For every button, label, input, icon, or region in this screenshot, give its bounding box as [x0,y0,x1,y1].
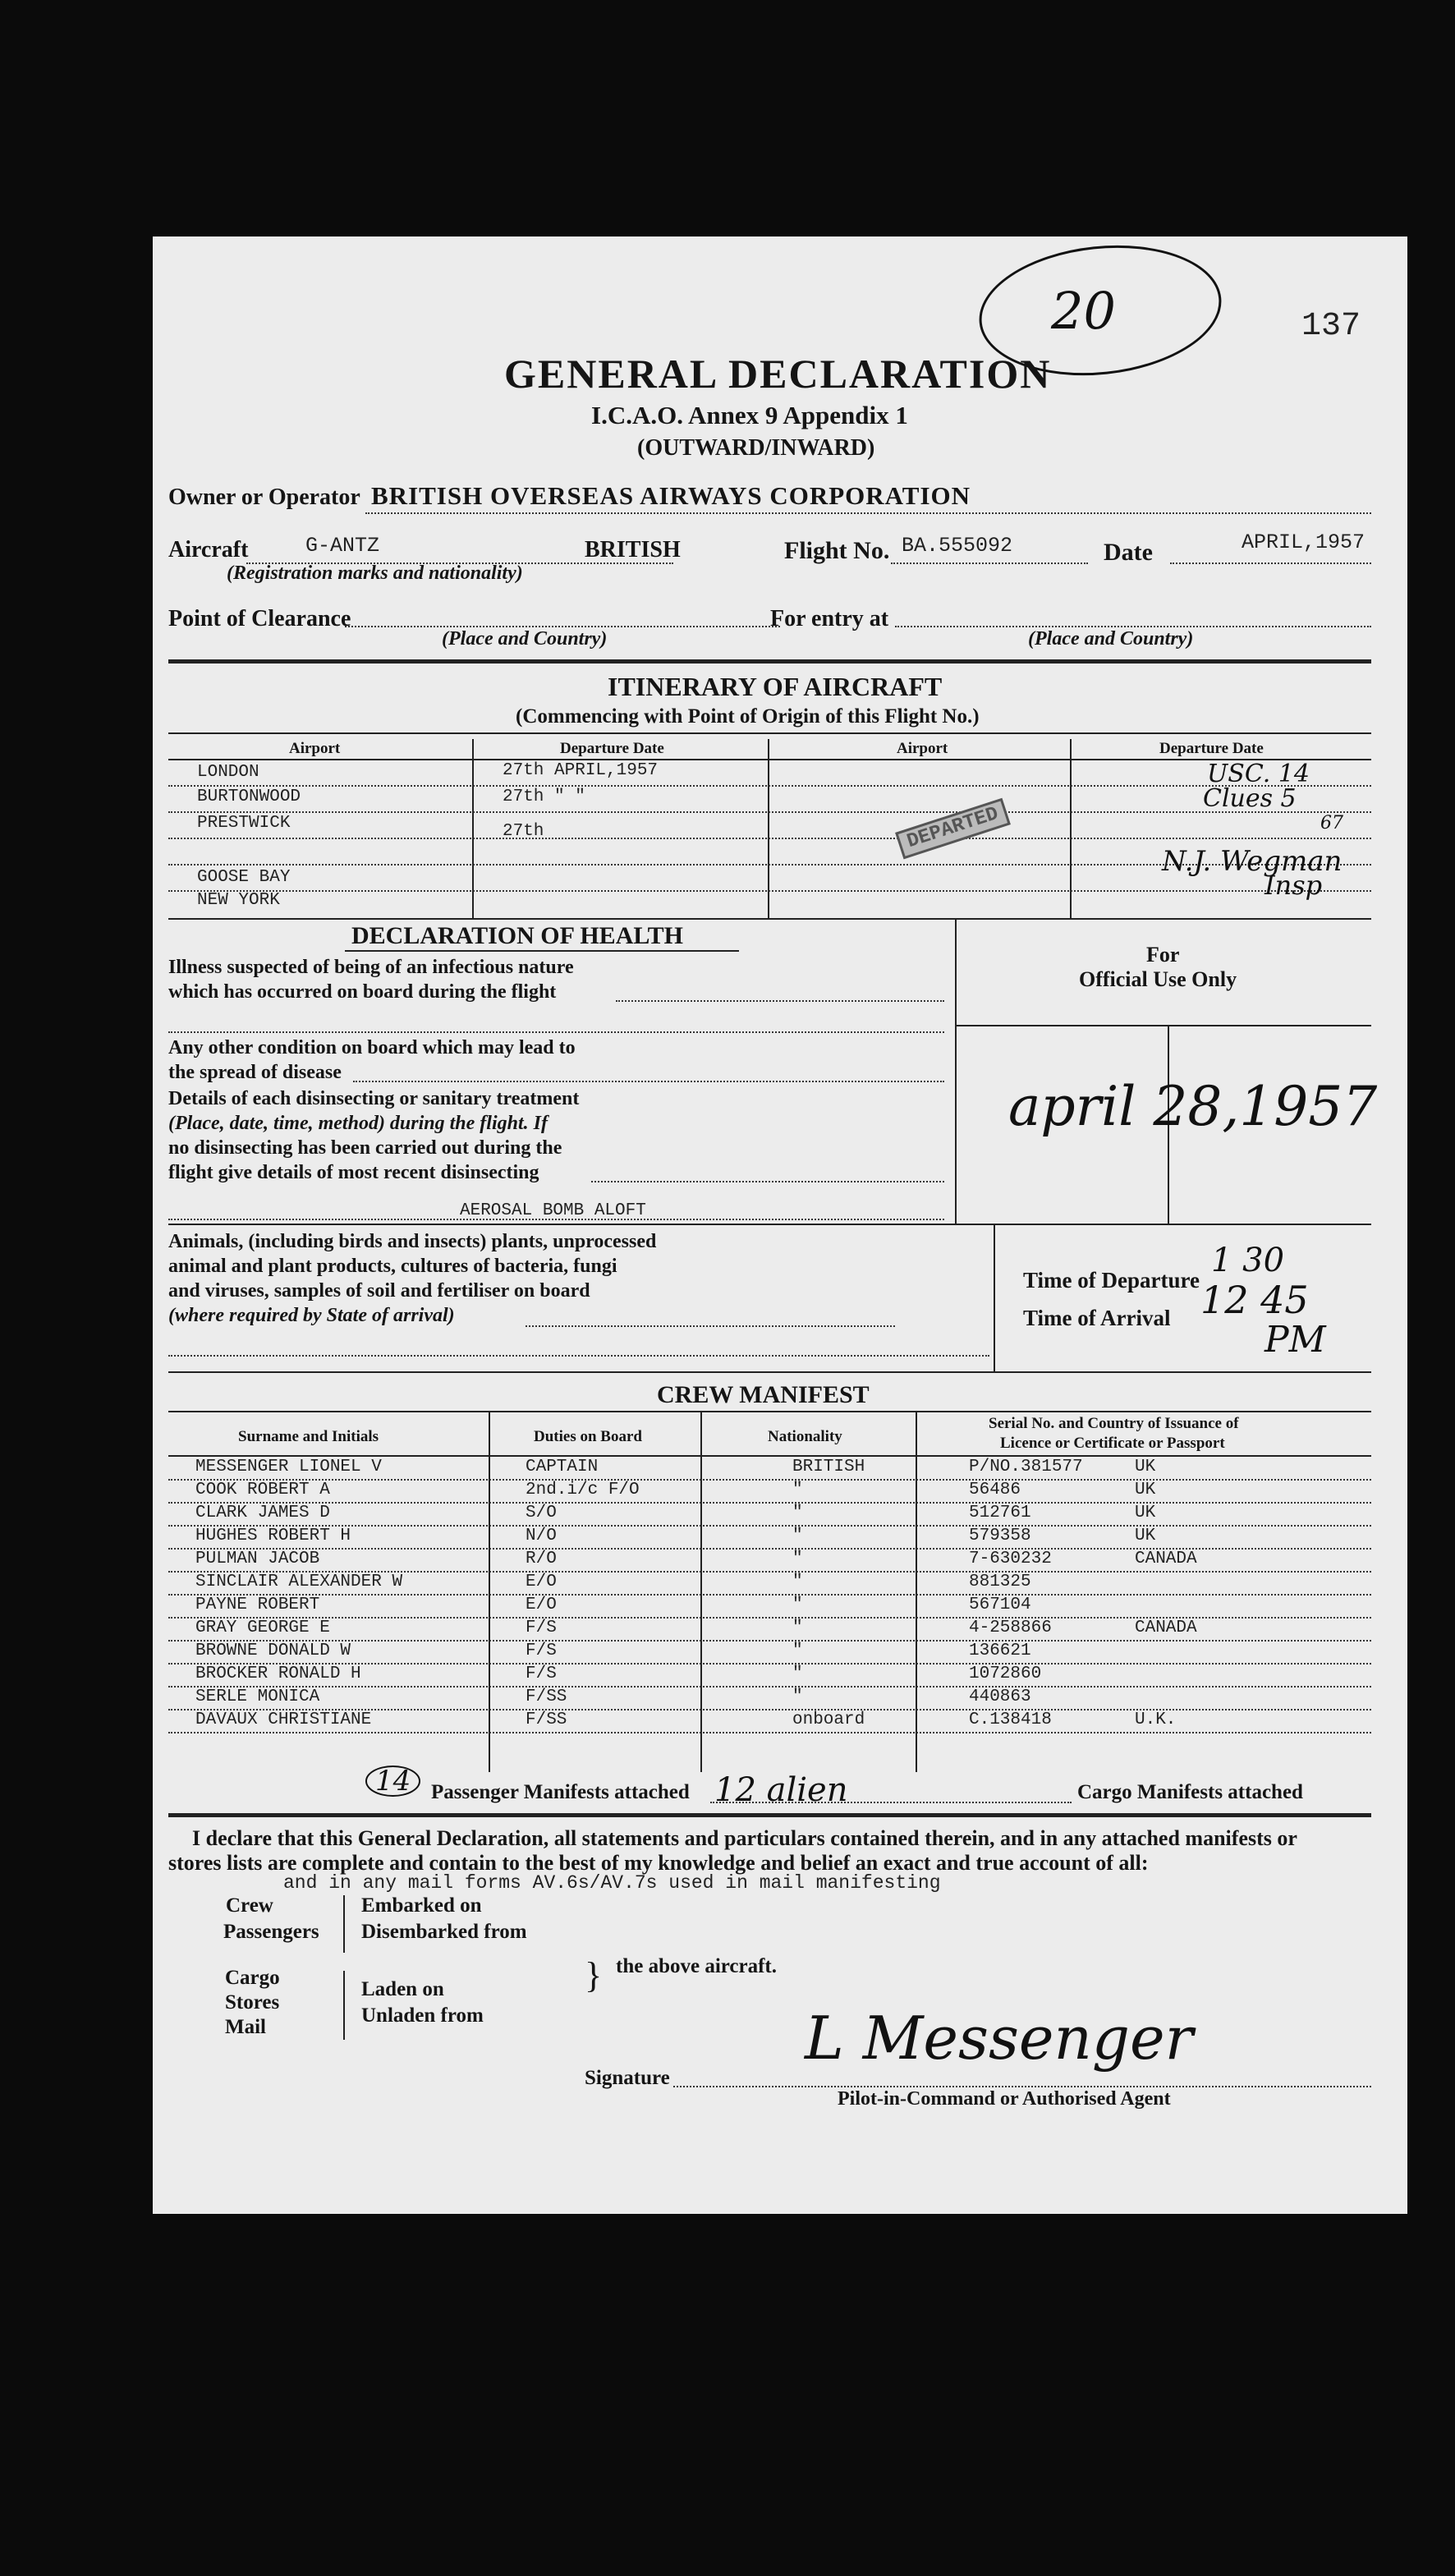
crew-nationality: " [792,1687,803,1706]
date-value: APRIL,1957 [1242,530,1365,554]
itin-hand-5: Insp [1265,870,1323,901]
crew-serial: 4-258866 [969,1619,1052,1637]
crew-serial: 56486 [969,1481,1021,1499]
crew-duty: F/S [526,1619,557,1637]
official-handwriting: april 28,1957 [1008,1075,1378,1138]
circled-number: 20 [1051,281,1116,341]
flight-value: BA.555092 [902,534,1013,558]
crew-name: GRAY GEORGE E [195,1619,330,1637]
crew-header-nationality: Nationality [768,1428,842,1445]
crew-name: COOK ROBERT A [195,1481,330,1499]
crew-duty: 2nd.i/c F/O [526,1481,640,1499]
itin-airport-row-3: PRESTWICK [197,814,291,833]
itin-header-date-1: Departure Date [560,740,664,757]
owner-value: BRITISH OVERSEAS AIRWAYS CORPORATION [371,481,971,510]
itin-airport-row-2: BURTONWOOD [197,787,301,806]
itin-airport-row-5: GOOSE BAY [197,868,291,887]
group2-left-2: Stores [225,1991,280,2014]
itin-date-row-2: 27th " " [503,787,585,806]
crew-duty: CAPTAIN [526,1458,599,1476]
itin-hand-3: 67 [1320,813,1343,833]
itin-header-airport-1: Airport [289,740,341,757]
signature-hand: L Messenger [805,2004,1194,2073]
declaration-line1: I declare that this General Declaration, all statements and particulars contained therein, and in any attached manifests or [192,1826,1297,1850]
itin-header-airport-2: Airport [897,740,948,757]
health-q3-answer: AEROSAL BOMB ALOFT [460,1201,646,1220]
crew-nationality: " [792,1665,803,1683]
health-q3-line3: no disinsecting has been carried out during the [168,1137,562,1159]
group2-right-2: Unladen from [361,2004,484,2027]
crew-nationality: onboard [792,1710,865,1729]
crew-country: U.K. [1135,1710,1177,1729]
crew-row-rule [168,1732,1371,1733]
crew-name: SINCLAIR ALEXANDER W [195,1573,403,1591]
itin-hand-4: N.J. Wegman [1162,845,1343,878]
page-number: 137 [1301,308,1361,345]
crew-nationality: BRITISH [792,1458,865,1476]
crew-row-rule [168,1594,1371,1596]
crew-country: UK [1135,1527,1156,1545]
itin-date-row-1: 27th APRIL,1957 [503,761,659,780]
crew-duty: F/SS [526,1687,567,1706]
crew-header-serial-2: Licence or Certificate or Passport [1000,1435,1225,1452]
crew-serial: 512761 [969,1504,1031,1522]
animals-line4: (where required by State of arrival) [168,1305,455,1326]
crew-serial: 440863 [969,1687,1031,1706]
crew-nationality: " [792,1642,803,1660]
crew-nationality: " [792,1573,803,1591]
declaration-line2: stores lists are complete and contain to the best of my knowledge and belief an exact and true account of all: [168,1851,1149,1875]
crew-duty: F/S [526,1665,557,1683]
crew-duty: E/O [526,1596,557,1614]
crew-name: DAVAUX CHRISTIANE [195,1710,372,1729]
itinerary-title: ITINERARY OF AIRCRAFT [608,672,943,701]
group1-right-2: Disembarked from [361,1921,527,1943]
crew-serial: 881325 [969,1573,1031,1591]
crew-name: PULMAN JACOB [195,1550,320,1568]
crew-row-rule [168,1686,1371,1687]
form-direction: (OUTWARD/INWARD) [637,435,875,461]
health-title: DECLARATION OF HEALTH [351,922,683,949]
crew-serial: C.138418 [969,1710,1052,1729]
itin-hand-1: USC. 14 [1207,760,1310,788]
itin-date-row-3: 27th [503,822,544,841]
crew-nationality: " [792,1504,803,1522]
animals-line3: and viruses, samples of soil and fertiliser on board [168,1280,590,1302]
crew-serial: 1072860 [969,1665,1042,1683]
crew-serial: P/NO.381577 [969,1458,1083,1476]
official-label-1: For [1146,943,1180,967]
health-q1-line1: Illness suspected of being of an infectious nature [168,957,574,978]
declaration-typed-addition: and in any mail forms AV.6s/AV.7s used in mail manifesting [283,1872,941,1894]
crew-nationality: " [792,1596,803,1614]
crew-country: UK [1135,1458,1156,1476]
crew-count-hand: 14 [365,1766,420,1797]
health-q2-line1: Any other condition on board which may lead to [168,1037,576,1058]
owner-label: Owner or Operator [168,484,360,510]
animals-line2: animal and plant products, cultures of bacteria, fungi [168,1256,617,1277]
crew-serial: 579358 [969,1527,1031,1545]
aircraft-nationality: BRITISH [585,537,681,562]
itin-airport-row-6: NEW YORK [197,891,280,910]
entry-label: For entry at [770,606,889,631]
aircraft-registration: G-ANTZ [305,534,380,558]
crew-serial: 567104 [969,1596,1031,1614]
crew-duty: F/S [526,1642,557,1660]
aircraft-note: (Registration marks and nationality) [227,562,523,584]
crew-header-duty: Duties on Board [534,1428,642,1445]
health-q3-line1: Details of each disinsecting or sanitary treatment [168,1088,580,1109]
signatory-note: Pilot-in-Command or Authorised Agent [838,2088,1171,2110]
time-departure-hand: 1 30 [1211,1242,1285,1279]
itin-airport-row-1: LONDON [197,763,259,782]
group2-left-1: Cargo [225,1967,280,1989]
time-arrival-hand: 12 45 [1200,1278,1309,1322]
crew-header-serial-1: Serial No. and Country of Issuance of [989,1415,1239,1432]
passenger-manifest-label: Passenger Manifests attached [431,1781,690,1803]
crew-duty: N/O [526,1527,557,1545]
cargo-manifest-label: Cargo Manifests attached [1077,1781,1303,1803]
crew-row-rule [168,1502,1371,1504]
crew-name: CLARK JAMES D [195,1504,330,1522]
crew-header-name: Surname and Initials [238,1428,379,1445]
crew-row-rule [168,1479,1371,1481]
official-label-2: Official Use Only [1079,967,1237,991]
above-aircraft: the above aircraft. [616,1955,778,1977]
health-q3-line4: flight give details of most recent disinsecting [168,1162,539,1183]
crew-country: UK [1135,1504,1156,1522]
itin-hand-2: Clues 5 [1203,784,1297,813]
group2-left-3: Mail [225,2016,266,2038]
crew-nationality: " [792,1527,803,1545]
signature-label: Signature [585,2067,670,2089]
clearance-note: (Place and Country) [442,628,608,650]
crew-country: CANADA [1135,1550,1197,1568]
health-q1-line2: which has occurred on board during the flight [168,981,557,1003]
entry-note: (Place and Country) [1028,628,1194,650]
clearance-label: Point of Clearance [168,606,351,631]
group1-left-1: Crew [226,1894,273,1917]
itin-header-date-2: Departure Date [1159,740,1264,757]
itinerary-subtitle: (Commencing with Point of Origin of this Flight No.) [516,705,980,728]
time-arrival-label: Time of Arrival [1023,1306,1171,1330]
crew-duty: F/SS [526,1710,567,1729]
crew-country: UK [1135,1481,1156,1499]
group1-left-2: Passengers [223,1921,319,1943]
health-q3-line2: (Place, date, time, method) during the flight. If [168,1113,548,1134]
crew-nationality: " [792,1619,803,1637]
flight-label: Flight No. [784,537,890,564]
crew-title: CREW MANIFEST [657,1381,870,1408]
form-title: GENERAL DECLARATION [504,351,1052,397]
departed-stamp: DEPARTED [895,798,1011,860]
passenger-manifest-hand: 12 alien [714,1771,848,1809]
crew-serial: 7-630232 [969,1550,1052,1568]
crew-duty: R/O [526,1550,557,1568]
animals-line1: Animals, (including birds and insects) plants, unprocessed [168,1231,657,1252]
crew-name: PAYNE ROBERT [195,1596,320,1614]
crew-nationality: " [792,1481,803,1499]
crew-country: CANADA [1135,1619,1197,1637]
time-departure-label: Time of Departure [1023,1268,1200,1293]
crew-serial: 136621 [969,1642,1031,1660]
group2-right-1: Laden on [361,1978,444,2000]
crew-name: HUGHES ROBERT H [195,1527,351,1545]
crew-duty: E/O [526,1573,557,1591]
aircraft-label: Aircraft [168,537,249,562]
crew-name: BROWNE DONALD W [195,1642,351,1660]
health-q2-line2: the spread of disease [168,1062,342,1083]
crew-duty: S/O [526,1504,557,1522]
group1-right-1: Embarked on [361,1894,482,1917]
crew-nationality: " [792,1550,803,1568]
crew-name: BROCKER RONALD H [195,1665,361,1683]
crew-name: MESSENGER LIONEL V [195,1458,382,1476]
date-label: Date [1104,539,1153,566]
time-pm-hand: PM [1265,1319,1326,1361]
crew-name: SERLE MONICA [195,1687,320,1706]
form-subtitle: I.C.A.O. Annex 9 Appendix 1 [591,401,908,429]
